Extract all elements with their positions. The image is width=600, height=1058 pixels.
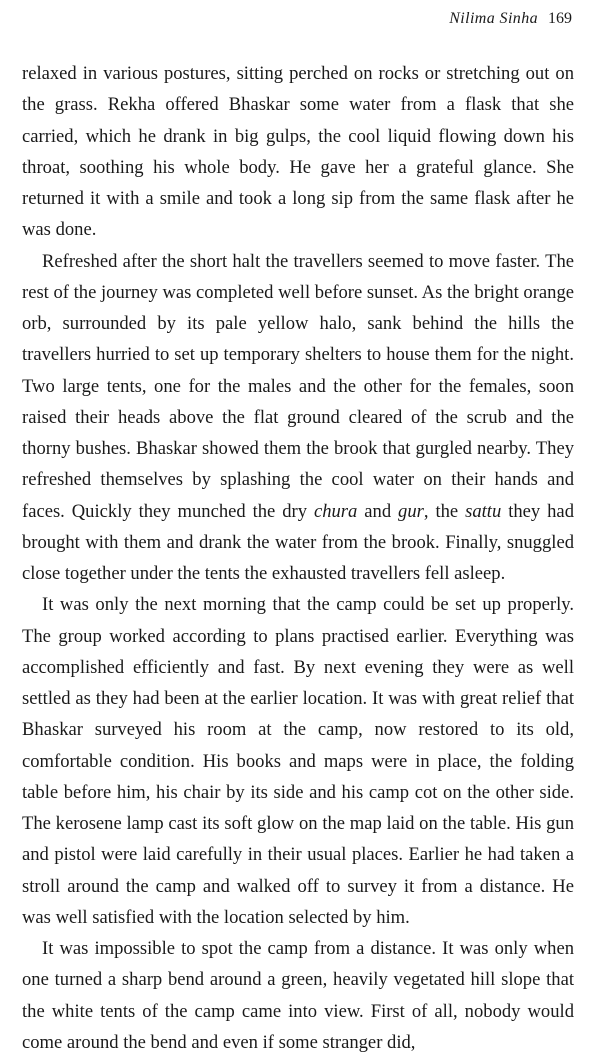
paragraph-1: relaxed in various postures, sitting perched on rocks or stretching out on the grass. Rekha offered Bhaskar some water from a flask that she carried, which he drank in big gulps, the cool liquid flowing down his throat, soothing his whole body. He gave her a grateful glance. She returned it with a smile and took a long sip from the same flask after he was done.: [22, 63, 574, 241]
paragraph-2: Refreshed after the short halt the travellers seemed to move faster. The rest of the journey was completed well before sunset. As the bright orange orb, surrounded by its pale yellow halo, sank behind the hills the travellers hurried to set up temporary shelters to house them for the night. Two large tents, one for the males and the other for the females, soon raised their heads above the flat ground cleared of the scrub and the thorny bushes. Bhaskar showed them the brook that gurgled nearby. They refreshed themselves by splashing the cool water on their hands and faces. Quickly they munched the dry chura and gur, the sattu they had brought with them and drank the water from the brook. Finally, snuggled close together under the tents the exhausted travellers fell asleep.: [22, 250, 574, 584]
running-header-author: Nilima Sinha: [449, 10, 538, 27]
page-number: 169: [548, 10, 572, 27]
running-header: [449, 8, 572, 30]
paragraph-4: It was impossible to spot the camp from a distance. It was only when one turned a sharp bend around a green, heavily vegetated hill slope that the white tents of the camp came into view. First of all, nobody would come around the bend and even if some stranger did,: [22, 938, 574, 1053]
body-text: [22, 58, 574, 1058]
paragraph-3: It was only the next morning that the camp could be set up properly. The group worked according to plans practised earlier. Everything was accomplished efficiently and fast. By next evening they were as well settled as they had been at the earlier location. It was with great relief that Bhaskar surveyed his room at the camp, now restored to its old, comfortable condition. His books and maps were in place, the folding table before him, his chair by its side and his camp cot on the other side. The kerosene lamp cast its soft glow on the map laid on the table. His gun and pistol were laid carefully in their usual places. Earlier he had taken a stroll around the camp and walked off to survey it from a distance. He was well satisfied with the location selected by him.: [22, 594, 574, 928]
italic-term: gur: [398, 500, 424, 522]
italic-term: chura: [313, 500, 358, 522]
italic-term: sattu: [465, 500, 502, 522]
